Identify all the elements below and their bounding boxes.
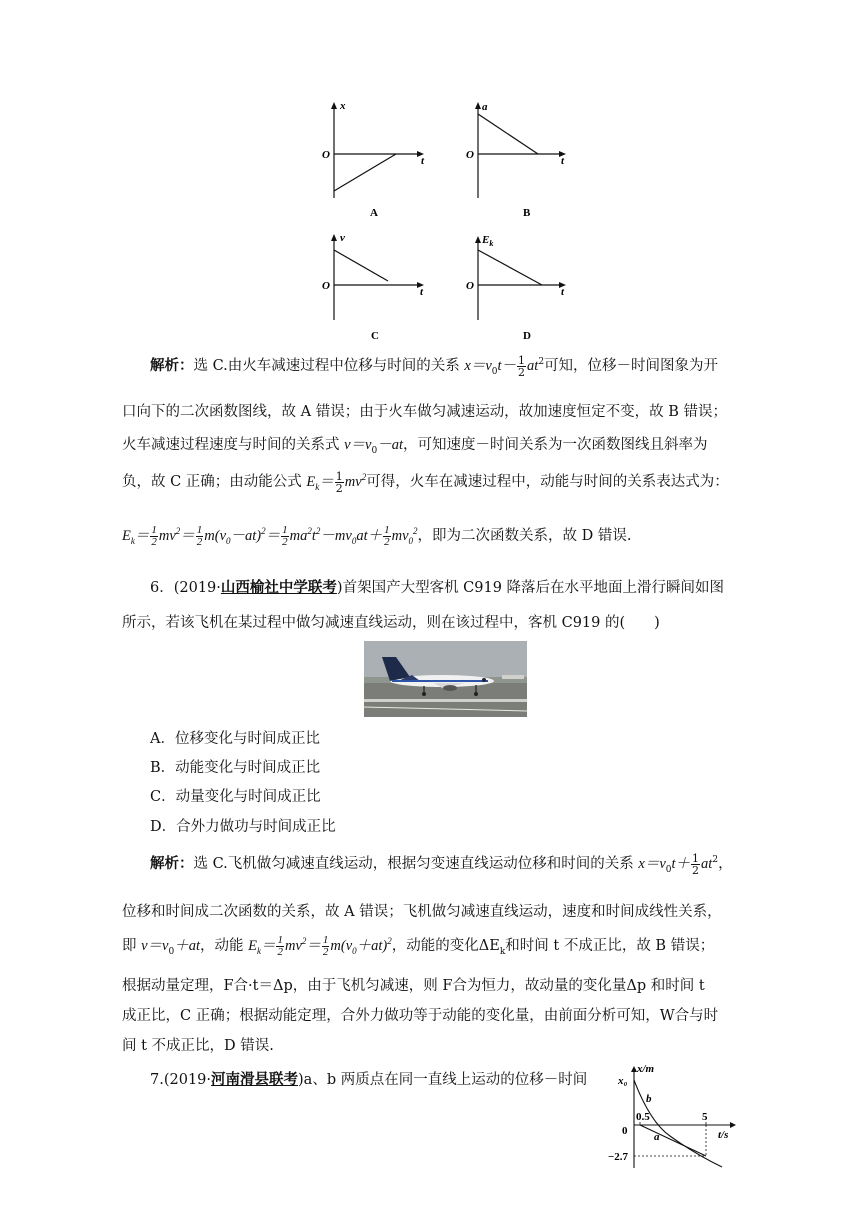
x-arrow bbox=[730, 1122, 736, 1128]
y-label bbox=[481, 234, 493, 248]
x-label: t bbox=[420, 286, 424, 298]
airplane-illustration bbox=[364, 641, 527, 717]
analysis-label: 解析： bbox=[150, 357, 194, 374]
origin-label: O bbox=[322, 149, 330, 161]
y-label-sub: k bbox=[489, 239, 494, 248]
graph-line bbox=[478, 114, 538, 154]
text: )首架国产大型客机 C919 降落后在水平地面上滑行瞬间如图 bbox=[336, 580, 725, 596]
option-a: A．位移变化与时间成正比 bbox=[150, 731, 320, 747]
origin-label: O bbox=[322, 280, 330, 292]
graph-C-svg bbox=[300, 228, 450, 348]
x-label: t bbox=[561, 155, 565, 167]
q6-analysis-line-2: 位移和时间成二次函数的关系，故 A 错误；飞机做匀减速直线运动，速度和时间成线性关系， bbox=[122, 904, 722, 920]
formula: ＋at bbox=[174, 938, 200, 954]
graph-line bbox=[334, 154, 396, 191]
q5-analysis-line-3: 火车减速过程速度与时间的关系式 $v=v_0-at$，可知速度－时间关系为一次函数图线且斜率为 bbox=[122, 437, 708, 456]
q6-analysis-line-3: 即 $v=v_0+at$，动能 $E_k=$ $\frac{1}{2}$ $mv^2=$ $\frac{1}{2}$ $m(v_0+at)^2$，动能的变化$\Delta E_k$和时间 t 不成正比，故 B 错误； bbox=[122, 934, 715, 959]
ek-expression: $E_k=$ $\frac{1}{2}$ $mv^2=$ $\frac{1}{2}$ $m(v_0-at)^2=$ $\frac{1}{2}$ $ma^2t^2-mv_0at+$ $\frac{1}{2}$ $mv_0^2$ bbox=[122, 524, 418, 549]
x0-label: x₀ bbox=[618, 1075, 628, 1087]
text: ，动能的变化ΔE bbox=[391, 938, 500, 954]
graph-B bbox=[450, 98, 600, 223]
q7-xt-graph-svg bbox=[610, 1062, 740, 1172]
x-label: t bbox=[561, 286, 565, 298]
y-arrow bbox=[331, 234, 337, 241]
text: 可得，火车在减速过程中，动能与时间的关系表达式为： bbox=[366, 474, 729, 490]
q5-analysis-line-2: 口向下的二次函数图线，故 A 错误；由于火车做匀减速运动，故加速度恒定不变，故 B 错误； bbox=[122, 404, 728, 420]
formula: v＝v bbox=[141, 938, 169, 954]
text: ，动能 bbox=[200, 938, 249, 954]
origin-label: O bbox=[466, 280, 474, 292]
formula: $mv^2$ bbox=[344, 472, 367, 490]
q7-xt-graph bbox=[610, 1062, 740, 1172]
fraction: $\frac{1}{2}$ bbox=[335, 469, 343, 495]
formula: t＋ bbox=[671, 856, 691, 872]
label-a: a bbox=[654, 1131, 660, 1143]
graph-B-svg bbox=[450, 98, 600, 223]
formula: at bbox=[701, 856, 713, 872]
q6-stem-line-1 bbox=[150, 576, 724, 597]
tick-m27-label: −2.7 bbox=[608, 1151, 629, 1163]
graph-A bbox=[300, 98, 450, 223]
y-label: x/m bbox=[637, 1063, 655, 1075]
formula: v＝v bbox=[344, 437, 372, 453]
origin-label: 0 bbox=[622, 1125, 628, 1137]
label-b: b bbox=[646, 1093, 652, 1105]
y-arrow bbox=[331, 102, 337, 109]
q6-analysis-line-1: 解析：选 C.飞机做匀减速直线运动，根据匀变速直线运动位移和时间的关系 $x=v_0t+$ $\frac{1}{2}$ $at^2$， bbox=[150, 851, 733, 877]
fraction: $\frac{1}{2}$ bbox=[518, 353, 526, 379]
text: 和时间 t 不成正比，故 B 错误； bbox=[505, 938, 715, 954]
q7-stem bbox=[150, 1068, 587, 1089]
text: 可知，位移－时间图象为开 bbox=[544, 358, 719, 374]
text: )a、b 两质点在同一直线上运动的位移－时间 bbox=[298, 1072, 588, 1088]
option-c: C．动量变化与时间成正比 bbox=[150, 789, 321, 805]
q6-analysis-line-6: 间 t 不成正比，D 错误. bbox=[122, 1038, 274, 1054]
caption: A bbox=[370, 207, 378, 219]
q6-analysis-line-4: 根据动量定理，F合·t＝Δp，由于飞机匀减速，则 F合为恒力，故动量的变化量Δp 和时间 t bbox=[122, 978, 705, 994]
q6-stem-line-2: 所示，若该飞机在某过程中做匀减速直线运动，则在该过程中，客机 C919 的( ) bbox=[122, 615, 660, 631]
line-a bbox=[640, 1125, 706, 1156]
text: 选 C.由火车减速过程中位移与时间的关系 bbox=[193, 358, 465, 374]
graph-D bbox=[450, 228, 600, 348]
tick-05-label: 0.5 bbox=[636, 1111, 650, 1123]
q6-analysis-line-5: 成正比，C 正确；根据动能定理，合外力做功等于动能的变化量，由前面分析可知，W合与时 bbox=[122, 1008, 719, 1024]
analysis-label: 解析： bbox=[150, 855, 194, 872]
graph-C bbox=[300, 228, 450, 348]
formula: －at bbox=[377, 437, 403, 453]
text: ，可知速度－时间关系为一次函数图线且斜率为 bbox=[403, 437, 708, 453]
airplane-photo bbox=[364, 641, 527, 717]
formula: x＝v bbox=[464, 358, 492, 374]
caption: D bbox=[523, 330, 531, 342]
q5-analysis-line-4 bbox=[122, 470, 729, 494]
caption: B bbox=[523, 207, 531, 219]
text: 负，故 C 正确；由动能公式 bbox=[122, 474, 307, 490]
graph-A-svg bbox=[300, 98, 450, 223]
fraction: $\frac{1}{2}$ bbox=[692, 851, 700, 877]
text: ，即为二次函数关系，故 D 错误. bbox=[417, 528, 632, 544]
y-arrow bbox=[475, 102, 481, 109]
graph-line bbox=[334, 250, 388, 281]
question-number: 7.(2019· bbox=[150, 1072, 212, 1088]
question-number: 6．(2019· bbox=[150, 580, 221, 596]
text: 火车减速过程速度与时间的关系式 bbox=[122, 437, 345, 453]
text: 即 bbox=[122, 938, 142, 954]
option-d: D．合外力做功与时间成正比 bbox=[150, 819, 336, 835]
origin-label: O bbox=[466, 149, 474, 161]
y-label: a bbox=[482, 101, 488, 113]
y-label-main: E bbox=[482, 234, 490, 246]
formula: at bbox=[527, 358, 539, 374]
tick-5-label: 5 bbox=[702, 1111, 708, 1123]
formula: x＝v bbox=[638, 856, 666, 872]
formula: $E_k=$ bbox=[306, 474, 334, 492]
q5-analysis-line-5 bbox=[122, 524, 631, 548]
formula: $E_k=$ $\frac{1}{2}$ $mv^2=$ $\frac{1}{2}$ $m(v_0+at)^2$ bbox=[248, 934, 392, 959]
y-arrow bbox=[475, 236, 481, 243]
graph-D-svg bbox=[450, 228, 600, 348]
caption: C bbox=[371, 330, 379, 342]
y-label: x bbox=[340, 100, 346, 112]
x-label: t/s bbox=[718, 1129, 729, 1141]
y-label: v bbox=[340, 232, 345, 244]
question-source: 山西榆社中学联考 bbox=[220, 579, 337, 596]
question-source: 河南滑县联考 bbox=[211, 1071, 299, 1088]
option-b: B．动能变化与时间成正比 bbox=[150, 760, 321, 776]
q5-analysis-line-1: 解析：选 C.由火车减速过程中位移与时间的关系 $x=v_0t-$ $\frac{1}{2}$ $at^2$可知，位移－时间图象为开 bbox=[150, 353, 719, 379]
x-label: t bbox=[421, 155, 425, 167]
graph-line bbox=[478, 250, 542, 285]
text: 选 C.飞机做匀减速直线运动，根据匀变速直线运动位移和时间的关系 bbox=[193, 856, 639, 872]
formula: t－ bbox=[497, 358, 517, 374]
